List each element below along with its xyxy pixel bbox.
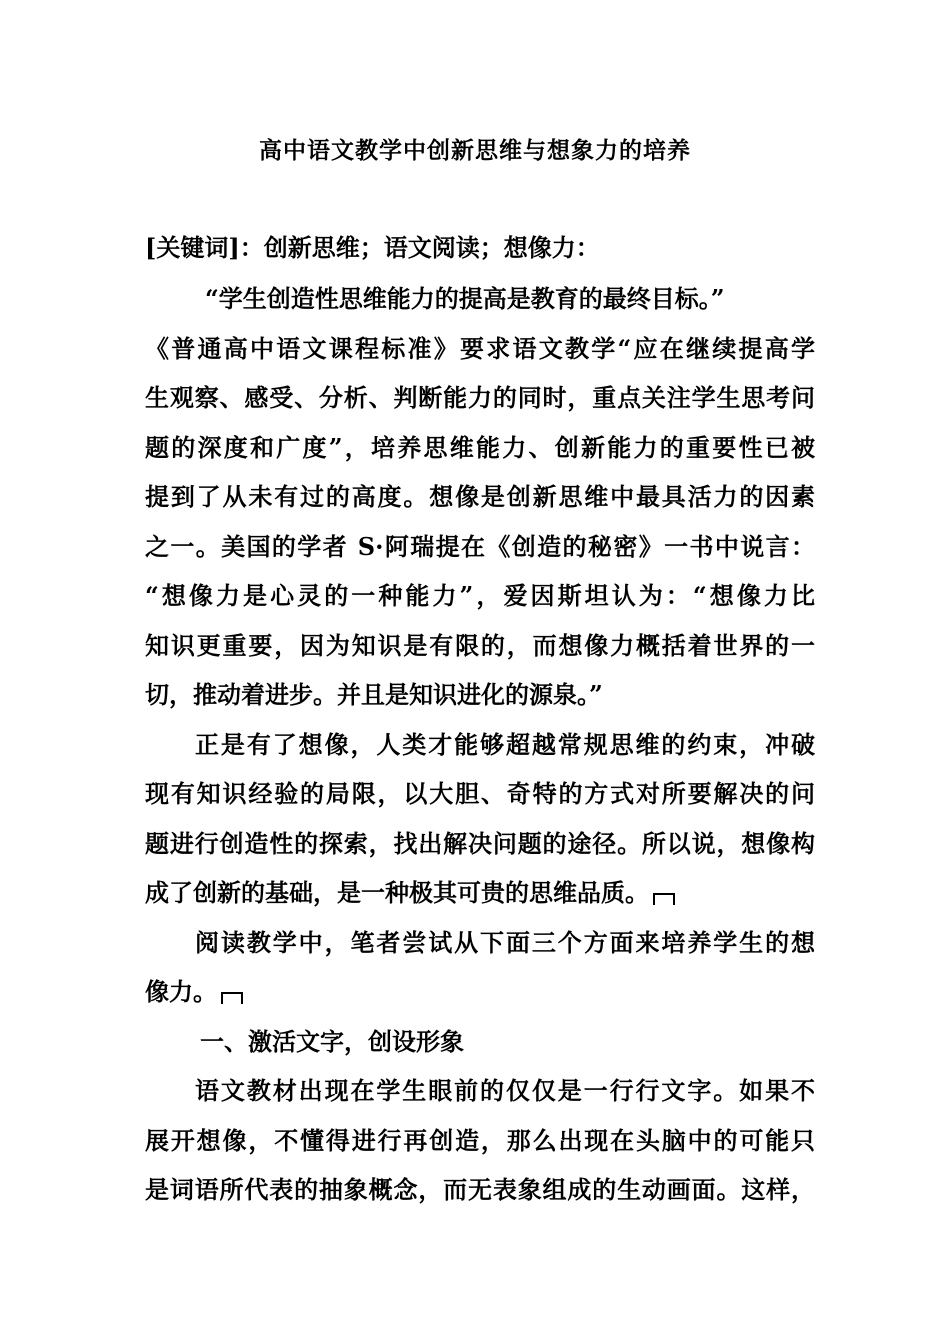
paragraph-line: 生观察、感受、分析、判断能力的同时，重点关注学生思考问: [145, 383, 815, 412]
paragraph-line: 之一。美国的学者 S·阿瑞提在《创造的秘密》一书中说言：: [145, 532, 815, 561]
paragraph-line: 正是有了想像，人类才能够超越常规思维的约束，冲破: [195, 730, 815, 759]
paragraph-text: 成了创新的基础，是一种极其可贵的思维品质。: [145, 878, 649, 907]
page-title: 高中语文教学中创新思维与想象力的培养: [259, 137, 691, 164]
return-mark-icon: [221, 992, 243, 1004]
paragraph-line: “想像力是心灵的一种能力”，爱因斯坦认为：“想像力比: [145, 581, 815, 610]
paragraph-line: 现有知识经验的局限，以大胆、奇特的方式对所要解决的问: [145, 779, 815, 808]
return-mark-icon: [653, 893, 675, 905]
paragraph-line: 阅读教学中，笔者尝试从下面三个方面来培养学生的想: [195, 928, 815, 957]
paragraph-line: 提到了从未有过的高度。想像是创新思维中最具活力的因素: [145, 482, 815, 511]
paragraph-line: 是词语所代表的抽象概念，而无表象组成的生动画面。这样，: [145, 1175, 815, 1204]
paragraph-line: 切，推动着进步。并且是知识进化的源泉。”: [145, 680, 603, 709]
paragraph-line: [145, 976, 815, 1026]
keywords-line: [关键词]：创新思维；语文阅读；想像力：: [145, 233, 600, 262]
paragraph-line: 知识更重要，因为知识是有限的，而想像力概括着世界的一: [145, 631, 815, 660]
paragraph-line: 题进行创造性的探索，找出解决问题的途径。所以说，想像构: [145, 829, 815, 858]
paragraph-line: [145, 877, 815, 927]
paragraph-line: 展开想像，不懂得进行再创造，那么出现在头脑中的可能只: [145, 1126, 815, 1155]
paragraph-line: 题的深度和广度”，培养思维能力、创新能力的重要性已被: [145, 433, 815, 462]
paragraph-line: 《普通高中语文课程标准》要求语文教学“应在继续提高学: [145, 334, 815, 363]
paragraph-text: 像力。: [145, 977, 217, 1006]
paragraph-line: 语文教材出现在学生眼前的仅仅是一行行文字。如果不: [195, 1076, 815, 1105]
paragraph-line: “学生创造性思维能力的提高是教育的最终目标。”: [205, 284, 725, 313]
section-heading: 一、激活文字，创设形象: [200, 1027, 464, 1056]
